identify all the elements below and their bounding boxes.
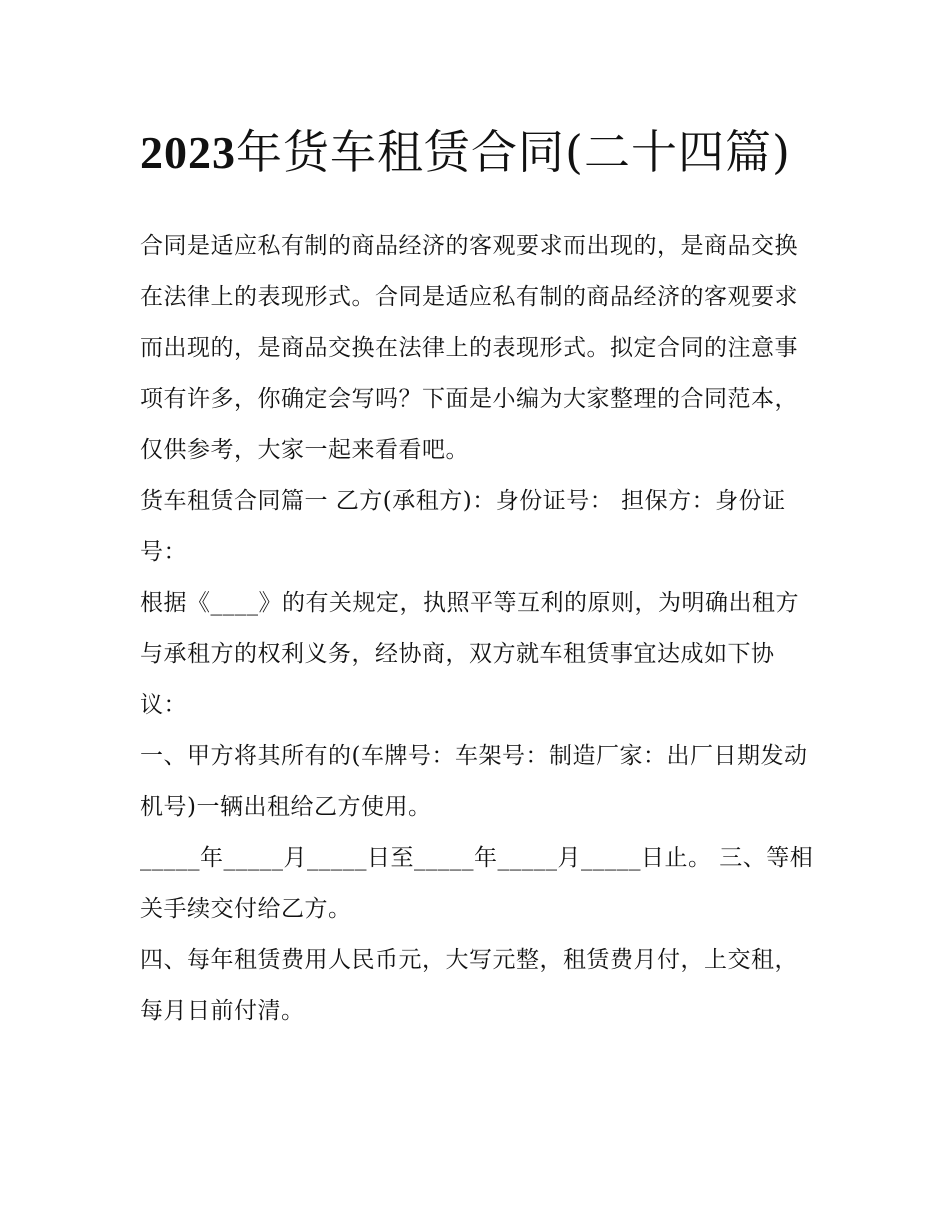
lease-term-paragraph: _____年_____月_____日至_____年_____月_____日止。 三、等相关手续交付给乙方。 (140, 845, 814, 922)
document-title (140, 112, 820, 193)
title-text: 年货车租赁合同(二十四篇) (236, 125, 791, 179)
contract-parties-paragraph: 货车租赁合同篇一 乙方(承租方)：身份证号： 担保方：身份证号： (140, 488, 786, 565)
clause-one-paragraph: 一、甲方将其所有的(车牌号：车架号：制造厂家：出厂日期发动机号)一辆出租给乙方使用。 (140, 743, 808, 820)
clause-four-paragraph: 四、每年租赁费用人民币元，大写元整，租赁费月付，上交租，每月日前付清。 (140, 947, 798, 1024)
title-year: 2023 (140, 127, 236, 178)
intro-paragraph: 合同是适应私有制的商品经济的客观要求而出现的，是商品交换在法律上的表现形式。合同是适应私有制的商品经济的客观要求而出现的，是商品交换在法律上的表现形式。拟定合同的注意事项有许多，你确定会写吗？下面是小编为大家整理的合同范本，仅供参考，大家一起来看看吧。 (140, 233, 798, 463)
document-page (140, 112, 820, 1037)
legal-basis-paragraph: 根据《____》的有关规定，执照平等互利的原则，为明确出租方与承租方的权利义务，经协商，双方就车租赁事宜达成如下协议： (140, 590, 799, 718)
